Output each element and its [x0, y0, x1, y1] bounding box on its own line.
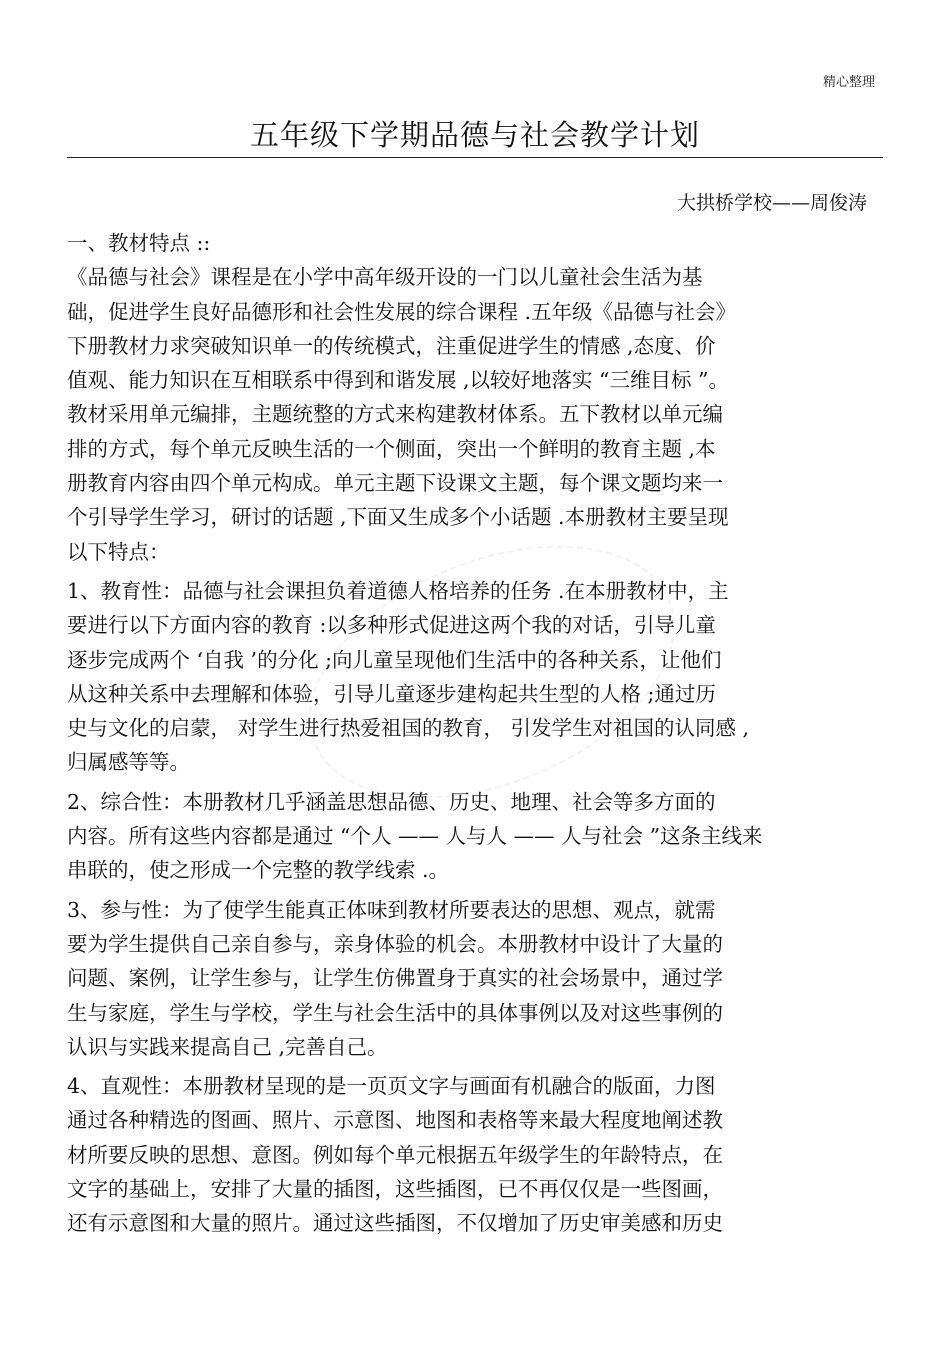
paragraph-line: 3、参与性：为了使学生能真正体味到教材所要表达的思想、观点，就需 [67, 897, 716, 922]
paragraph-line: 材所要反映的思想、意图。例如每个单元根据五年级学生的年龄特点，在 [67, 1142, 723, 1167]
paragraph-line: 认识与实践来提高自己 ,完善自己。 [67, 1034, 388, 1059]
paragraph-line: 教材采用单元编排，主题统整的方式来构建教材体系。五下教材以单元编 [67, 402, 723, 427]
paragraph-line: 还有示意图和大量的照片。通过这些插图，不仅增加了历史审美感和历史 [67, 1211, 723, 1236]
author-line: 大拱桥学校——周俊涛 [676, 192, 867, 214]
paragraph-line: 1、教育性：品德与社会课担负着道德人格培养的任务 .在本册教材中，主 [67, 578, 729, 603]
paragraph-line: 串联的，使之形成一个完整的教学线索 .。 [67, 858, 450, 883]
paragraph-line: 下册教材力求突破知识单一的传统模式，注重促进学生的情感 ,态度、价 [67, 333, 716, 358]
paragraph-line: 排的方式，每个单元反映生活的一个侧面，突出一个鲜明的教育主题 ,本 [67, 436, 716, 461]
paragraph-line: 史与文化的启蒙， 对学生进行热爱祖国的教育， 引发学生对祖国的认同感 , [67, 716, 750, 741]
paragraph-line: 4、直观性：本册教材呈现的是一页页文字与画面有机融合的版面，力图 [67, 1074, 716, 1099]
paragraph-line: 2、综合性：本册教材几乎涵盖思想品德、历史、地理、社会等多方面的 [67, 789, 716, 814]
section-heading: 一、教材特点 :: [67, 231, 211, 255]
document-body [67, 226, 877, 1241]
title-divider [67, 157, 883, 158]
paragraph-line: 《品德与社会》课程是在小学中高年级开设的一门以儿童社会生活为基 [67, 265, 703, 290]
paragraph-line: 通过各种精选的图画、照片、示意图、地图和表格等来最大程度地阐述教 [67, 1108, 723, 1133]
paragraph-line: 要为学生提供自己亲自参与，亲身体验的机会。本册教材中设计了大量的 [67, 931, 723, 956]
paragraph-line: 以下特点： [67, 539, 170, 564]
header-tag: 精心整理 [822, 75, 875, 90]
paragraph-line: 个引导学生学习，研讨的话题 ,下面又生成多个小话题 .本册教材主要呈现 [67, 505, 729, 530]
paragraph-line: 文字的基础上，安排了大量的插图，这些插图，已不再仅仅是一些图画， [67, 1177, 723, 1202]
document-title: 五年级下学期品德与社会教学计划 [249, 118, 700, 152]
paragraph-line: 内容。所有这些内容都是通过 “个人 —— 人与人 —— 人与社会 ”这条主线来 [67, 824, 763, 849]
paragraph-line: 值观、能力知识在互相联系中得到和谐发展 ,以较好地落实 “三维目标 ”。 [67, 368, 730, 393]
paragraph-line: 逐步完成两个 ‘自我 ’的分化 ;向儿童呈现他们生活中的各种关系，让他们 [67, 647, 722, 672]
paragraph-line: 问题、案例，让学生参与，让学生仿佛置身于真实的社会场景中，通过学 [67, 966, 723, 991]
paragraph-line: 础，促进学生良好品德形和社会性发展的综合课程 .五年级《品德与社会》 [67, 299, 737, 324]
paragraph-line: 从这种关系中去理解和体验，引导儿童逐步建构起共生型的人格 ;通过历 [67, 681, 716, 706]
paragraph-line: 生与家庭，学生与学校，学生与社会生活中的具体事例以及对这些事例的 [67, 1000, 723, 1025]
paragraph-line: 册教育内容由四个单元构成。单元主题下设课文主题，每个课文题均来一 [67, 471, 723, 496]
paragraph-line: 归属感等等。 [67, 750, 190, 775]
paragraph-line: 要进行以下方面内容的教育 :以多种形式促进这两个我的对话，引导儿童 [67, 613, 716, 638]
